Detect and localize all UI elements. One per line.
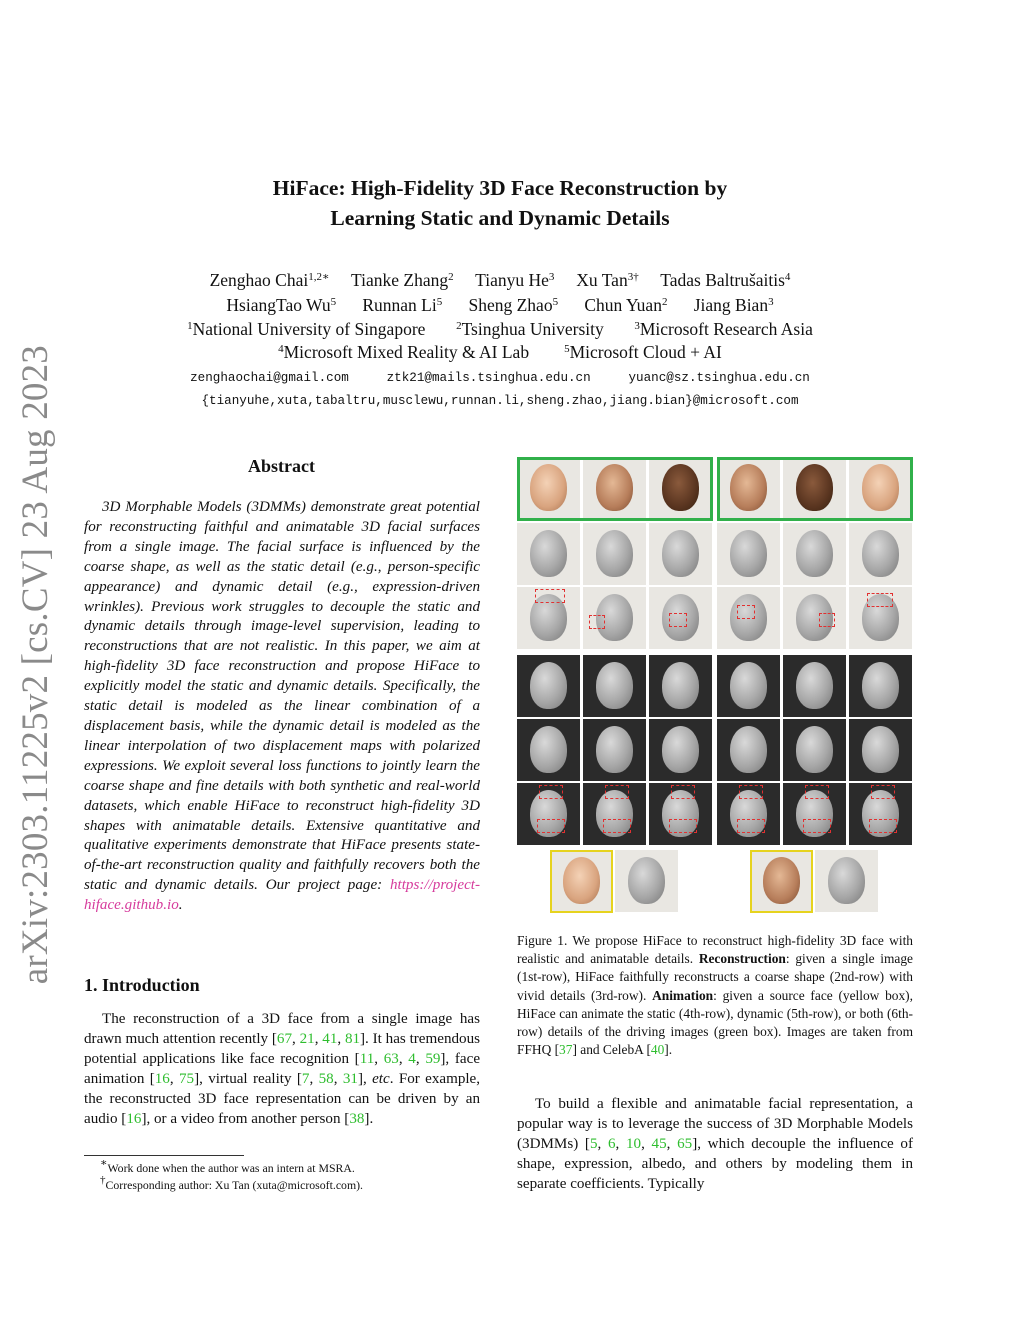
author: Sheng Zhao$^5$ xyxy=(468,295,559,315)
dynamic-animation-mesh xyxy=(583,719,646,781)
static-animation-mesh xyxy=(649,655,712,717)
author: Runnan Li$^5$ xyxy=(362,295,443,315)
citation-link[interactable]: 65 xyxy=(677,1136,693,1152)
citation-link[interactable]: 67 xyxy=(276,1031,293,1047)
footnote-1: ∗Work done when the author was an intern at MSRA. xyxy=(100,1157,355,1175)
static-animation-mesh xyxy=(717,655,780,717)
author: Xu Tan$^{3\dagger}$ xyxy=(576,270,639,290)
citation-link[interactable]: 38 xyxy=(349,1111,365,1127)
citation-link[interactable]: 63 xyxy=(383,1051,399,1067)
project-page-link[interactable]: https://project-hiface.github.io xyxy=(84,877,480,914)
coarse-mesh xyxy=(649,523,712,585)
citation-link[interactable]: 7 xyxy=(301,1071,310,1087)
figure-1-image-grid xyxy=(517,457,913,917)
yellow-box xyxy=(550,850,613,913)
citation-link[interactable]: 5 xyxy=(589,1136,598,1152)
green-box xyxy=(717,457,913,521)
title-line-2: Learning Static and Dynamic Details xyxy=(330,206,670,230)
citation-link[interactable]: 58 xyxy=(318,1071,334,1087)
coarse-mesh xyxy=(849,523,912,585)
dynamic-animation-mesh xyxy=(849,719,912,781)
citation-link[interactable]: 31 xyxy=(342,1071,358,1087)
coarse-mesh xyxy=(517,523,580,585)
citation-link[interactable]: 11 xyxy=(359,1051,375,1067)
combined-animation-mesh xyxy=(649,783,712,845)
right-column-paragraph: To build a flexible and animatable facial representation, a popular way is to leverage the success of 3D Morphable Models (3DMMs) [5, 6, 10, 45, 65], which decouple the influence of shape, expression, albedo, and others by modeling them in separate coefficients. Typically xyxy=(517,1096,913,1192)
email-row-2 xyxy=(0,390,1000,413)
affiliation: $^3$Microsoft Research Asia xyxy=(634,319,813,339)
green-box xyxy=(517,457,713,521)
static-animation-mesh xyxy=(783,655,846,717)
footnote-2: †Corresponding author: Xu Tan (xuta@microsoft.com). xyxy=(100,1174,364,1192)
citation-link[interactable]: 6 xyxy=(607,1136,616,1152)
dynamic-animation-mesh xyxy=(783,719,846,781)
introduction-paragraph: The reconstruction of a 3D face from a single image has drawn much attention recently [67, 21, 41, 81]. It has tremendous potential applications like face recognition [11, 63, 4, 59], face animation [16, 75], virtual reality [7, 58, 31], etc. For example, the reconstructed 3D face representation can be driven by an audio [16], or a video from another person [38]. xyxy=(84,1011,481,1127)
citation-link[interactable]: 81 xyxy=(344,1031,361,1047)
combined-animation-mesh xyxy=(849,783,912,845)
detailed-mesh xyxy=(783,587,846,649)
email[interactable]: zenghaochai@gmail.com xyxy=(190,371,349,385)
abstract-text: 3D Morphable Models (3DMMs) demonstrate great potential for reconstructing faithful and animatable 3D facial surfaces from a single image. The facial surface is influenced by the coarse shape, as well as the static detail (e.g., person-specific appearance) and dynamic detail (e.g., expression-driven wrinkles). Previous work struggles to decouple the static and dynamic details through image-level supervision, leading to reconstructions that are not realistic. In this paper, we aim at high-fidelity 3D face reconstruction and propose HiFace to explicitly model the static and dynamic details. Specifically, the static detail is modeled as the linear combination of a displacement basis, while the dynamic detail is modeled as the linear interpolation of two displacement maps with polarized expressions. We exploit several loss functions to jointly learn the coarse shape and fine details with both synthetic and real-world datasets, which enable HiFace to reconstruct high-fidelity 3D shapes with animatable details. Extensive quantitative and qualitative experiments demonstrate that HiFace presents state-of-the-art reconstruction quality and faithfully recovers both the static and dynamic details. Our project page: xyxy=(84,499,480,894)
footnote-rule xyxy=(84,1155,244,1156)
citation-link[interactable]: 10 xyxy=(625,1136,642,1152)
affiliation: $^2$Tsinghua University xyxy=(456,319,604,339)
coarse-mesh xyxy=(583,523,646,585)
email-row-1 xyxy=(0,367,1000,390)
detailed-mesh xyxy=(649,587,712,649)
citation-link[interactable]: 59 xyxy=(425,1051,441,1067)
citation-link[interactable]: 37 xyxy=(559,1042,573,1058)
dynamic-animation-mesh xyxy=(517,719,580,781)
affiliation: $^1$National University of Singapore xyxy=(187,319,426,339)
detailed-mesh xyxy=(717,587,780,649)
author-row-2 xyxy=(0,294,1000,317)
author: Tianyu He$^3$ xyxy=(475,270,555,290)
affiliation-row-1 xyxy=(0,318,1000,341)
detailed-mesh xyxy=(517,587,580,649)
author: Tadas Baltrušaitis$^4$ xyxy=(660,270,791,290)
dynamic-animation-mesh xyxy=(717,719,780,781)
citation-link[interactable]: 16 xyxy=(154,1071,170,1087)
author: Chun Yuan$^2$ xyxy=(584,295,668,315)
citation-link[interactable]: 41 xyxy=(322,1031,338,1047)
combined-animation-mesh xyxy=(517,783,580,845)
author: Zenghao Chai$^{1,2∗}$ xyxy=(209,270,330,290)
paper-title xyxy=(0,173,1000,233)
abstract-body: 3D Morphable Models (3DMMs) demonstrate great potential for reconstructing faithful and animatable 3D facial surfaces from a single image. The facial surface is influenced by the coarse shape, as well as the static detail (e.g., person-specific appearance) and dynamic detail (e.g., expression-driven wrinkles). Previous work struggles to decouple the static and dynamic details through image-level supervision, leading to reconstructions that are not realistic. In this paper, we aim at high-fidelity 3D face reconstruction and propose HiFace to explicitly model the static and dynamic details. Specifically, the static detail is modeled as the linear combination of a displacement basis, while the dynamic detail is modeled as the linear interpolation of two displacement maps with polarized expressions. We exploit several loss functions to jointly learn the coarse shape and fine details with both synthetic and real-world datasets, which enable HiFace to reconstruct high-fidelity 3D shapes with animatable details. Extensive quantitative and qualitative experiments demonstrate that HiFace presents state-of-the-art reconstruction quality and faithfully recovers both the static and dynamic details. Our project page: https://project-hiface.github.io. xyxy=(84,499,480,914)
combined-animation-mesh xyxy=(717,783,780,845)
email[interactable]: yuanc@sz.tsinghua.edu.cn xyxy=(628,371,810,385)
arxiv-sidebar xyxy=(14,345,74,985)
combined-animation-mesh xyxy=(783,783,846,845)
yellow-box xyxy=(750,850,813,913)
author: HsiangTao Wu$^5$ xyxy=(226,295,337,315)
figure-1-caption: Figure 1. We propose HiFace to reconstruct high-fidelity 3D face with realistic and animatable details. Reconstruction: given a single image (1st-row), HiFace faithfully reconstructs a coarse shape (2nd-row) with vivid details (3rd-row). Animation: given a source face (yellow box), HiFace can animate the static (4th-row), dynamic (5th-row), or both (6th-row) details of the driving images (green box). Images are taken from FFHQ [37] and CelebA [40]. xyxy=(517,933,914,1058)
affiliation: $^4$Microsoft Mixed Reality & AI Lab xyxy=(278,342,530,362)
detailed-mesh xyxy=(849,587,912,649)
affiliation-row-2 xyxy=(0,341,1000,364)
email[interactable]: ztk21@mails.tsinghua.edu.cn xyxy=(386,371,591,385)
coarse-mesh xyxy=(783,523,846,585)
email[interactable]: {tianyuhe,xuta,tabaltru,musclewu,runnan.li,sheng.zhao,jiang.bian}@microsoft.com xyxy=(201,394,799,408)
abstract-heading: Abstract xyxy=(248,456,315,476)
citation-link[interactable]: 75 xyxy=(178,1071,195,1087)
dynamic-animation-mesh xyxy=(649,719,712,781)
section-heading-introduction: 1. Introduction xyxy=(84,975,200,995)
arxiv-identifier: arXiv:2303.11225v2 [cs.CV] 23 Aug 2023 xyxy=(15,345,56,985)
combined-animation-mesh xyxy=(583,783,646,845)
detailed-mesh xyxy=(583,587,646,649)
source-face-mesh xyxy=(615,850,678,912)
source-face-mesh xyxy=(815,850,878,912)
coarse-mesh xyxy=(717,523,780,585)
static-animation-mesh xyxy=(517,655,580,717)
author: Tianke Zhang$^2$ xyxy=(351,270,454,290)
author-row-1 xyxy=(0,269,1000,292)
author: Jiang Bian$^3$ xyxy=(693,295,774,315)
static-animation-mesh xyxy=(583,655,646,717)
title-line-1: HiFace: High-Fidelity 3D Face Reconstruction by xyxy=(272,176,728,200)
citation-link[interactable]: 4 xyxy=(408,1051,416,1067)
citation-link[interactable]: 16 xyxy=(126,1111,142,1127)
citation-link[interactable]: 40 xyxy=(650,1042,665,1058)
citation-link[interactable]: 45 xyxy=(651,1136,667,1152)
static-animation-mesh xyxy=(849,655,912,717)
citation-link[interactable]: 21 xyxy=(299,1031,315,1047)
affiliation: $^5$Microsoft Cloud + AI xyxy=(564,342,722,362)
